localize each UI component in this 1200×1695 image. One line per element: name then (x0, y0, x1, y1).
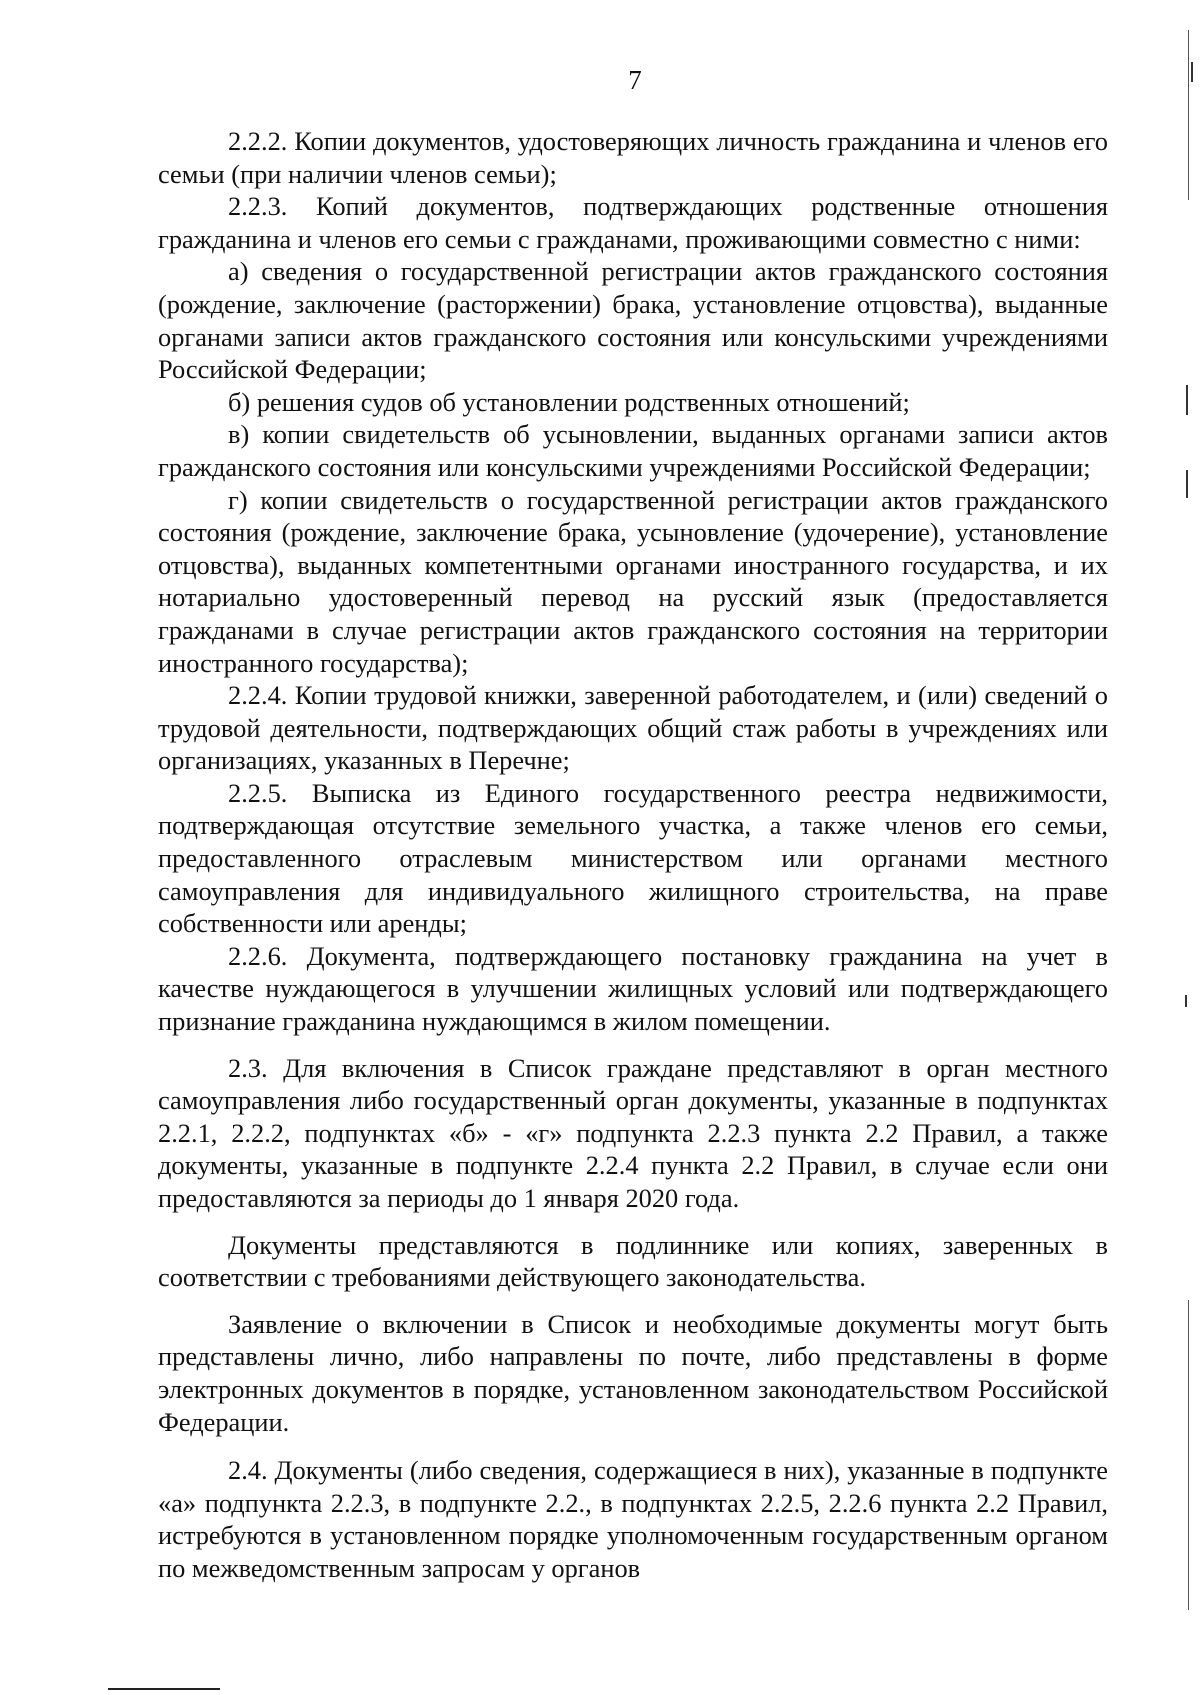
scan-edge-mark (1186, 470, 1188, 498)
paragraph-2-2-2: 2.2.2. Копии документов, удостоверяющих личность гражданина и членов его семьи (при наличии членов семьи); (158, 126, 1108, 189)
footnote-rule (108, 1688, 220, 1690)
scan-edge-mark (1191, 62, 1193, 82)
paragraph-2-2-5: 2.2.5. Выписка из Единого государственного реестра недвижимости, подтверждающая отсутствие земельного участка, а также членов его семьи, предоставленного отраслевым министерством или органами местного самоуправления для индивидуального жилищного строительства, на праве собственности или аренды; (158, 777, 1108, 939)
scan-edge-mark (1186, 385, 1188, 415)
paragraph-item-a: а) сведения о государственной регистрации актов гражданского состояния (рождение, заключение (расторжении) брака, установление отцовства), выданные органами записи актов гражданского состояния или консульскими учреждениями Российской Федерации; (158, 256, 1108, 385)
paragraph-documents-form: Документы представляются в подлиннике или копиях, заверенных в соответствии с требованиями действующего законодательства. (158, 1229, 1108, 1293)
paragraph-item-v: в) копии свидетельств об усыновлении, выданных органами записи актов гражданского состояния или консульскими учреждениями Российской Федерации; (158, 419, 1108, 482)
document-body (158, 125, 1108, 1585)
scan-edge-mark (1188, 1300, 1189, 1610)
paragraph-2-2-4: 2.2.4. Копии трудовой книжки, заверенной работодателем, и (или) сведений о трудовой деятельности, подтверждающих общий стаж работы в учреждениях или организациях, указанных в Перечне; (158, 680, 1108, 776)
paragraph-item-g: г) копии свидетельств о государственной регистрации актов гражданского состояния (рождение, заключение брака, усыновление (удочерение), установление отцовства), выданных компетентными органами иностранного государства, и их нотариально удостоверенный перевод на русский язык (предоставляется гражданами в случае регистрации актов гражданского состояния на территории иностранного государства); (158, 484, 1108, 678)
scan-edge-mark (1188, 30, 1189, 200)
paragraph-2-4: 2.4. Документы (либо сведения, содержащиеся в них), указанные в подпункте «а» подпункта 2.2.3, в подпункте 2.2., в подпунктах 2.2.5, 2.2.6 пункта 2.2 Правил, истребуются в установленном порядке уполномоченным государственным органом по межведомственным запросам у органов (158, 1455, 1108, 1583)
page-number: 7 (628, 65, 642, 95)
scan-edge-mark (1185, 995, 1187, 1007)
paragraph-2-2-6: 2.2.6. Документа, подтверждающего постановку гражданина на учет в качестве нуждающегося в улучшении жилищных условий или подтверждающего признание гражданина нуждающимся в жилом помещении. (158, 940, 1108, 1037)
paragraph-item-b: б) решения судов об установлении родственных отношений; (228, 386, 910, 417)
paragraph-2-3: 2.3. Для включения в Список граждане представляют в орган местного самоуправления либо государственный орган документы, указанные в подпунктах 2.2.1, 2.2.2, подпунктах «б» - «г» подпункта 2.2.3 пункта 2.2 Правил, а также документы, указанные в подпункте 2.2.4 пункта 2.2 Правил, в случае если они предоставляются за периоды до 1 января 2020 года. (158, 1052, 1108, 1213)
paragraph-2-2-3: 2.2.3. Копий документов, подтверждающих родственные отношения гражданина и членов его семьи с гражданами, проживающими совместно с ними: (158, 191, 1108, 254)
paragraph-application-submission: Заявление о включении в Список и необходимые документы могут быть представлены лично, либо направлены по почте, либо представлены в форме электронных документов в порядке, установленном законодательством Российской Федерации. (158, 1308, 1108, 1437)
